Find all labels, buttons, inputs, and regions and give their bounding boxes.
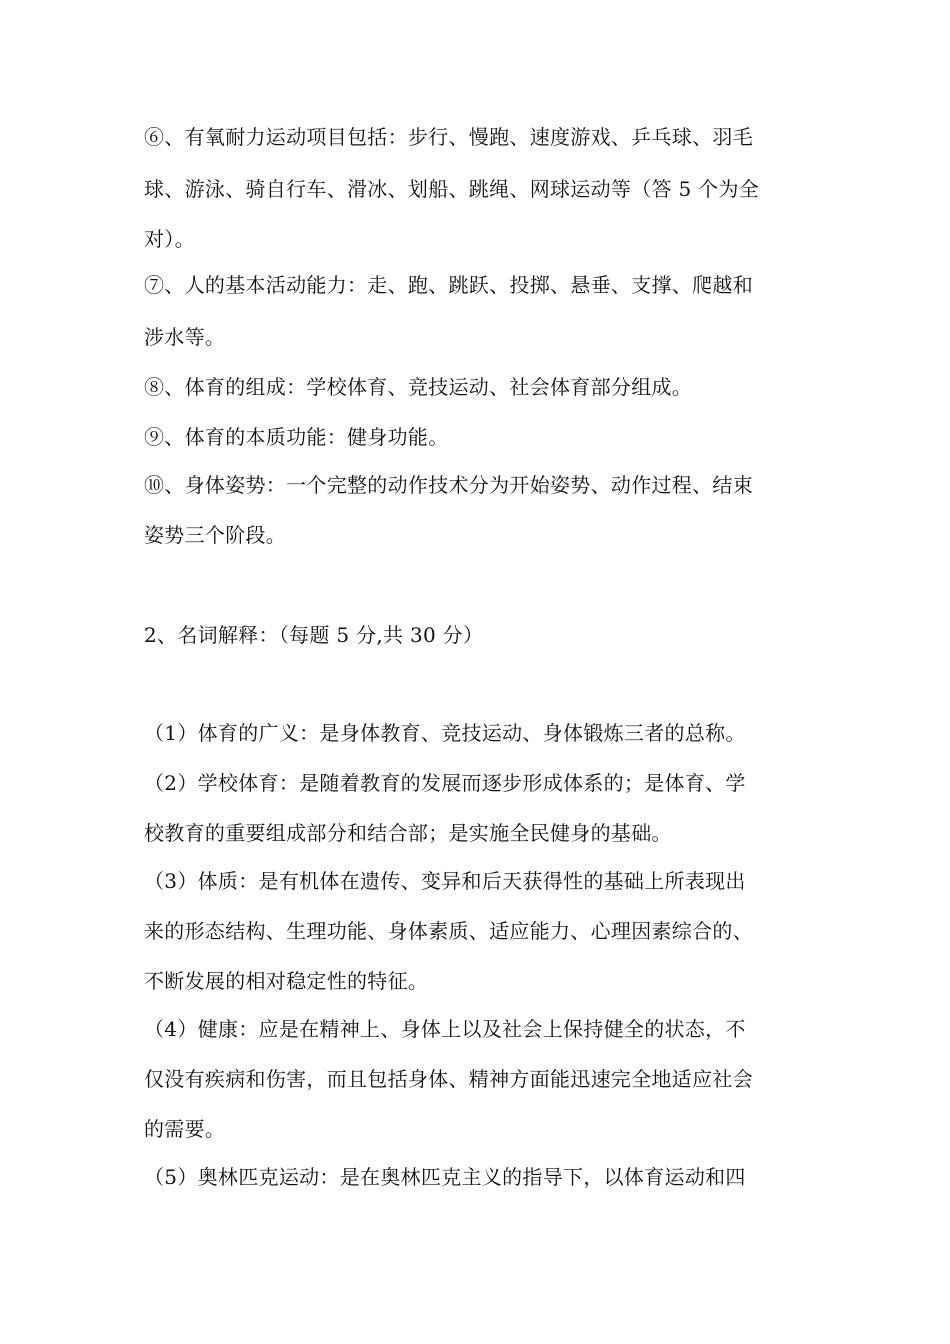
text-line: 不断发展的相对稳定性的特征。 (144, 969, 429, 993)
text-line: ⑦、人的基本活动能力：走、跑、跳跃、投掷、悬垂、支撑、爬越和 (144, 273, 753, 297)
text-line: （4）健康：应是在精神上、身体上以及社会上保持健全的状态，不 (144, 1017, 746, 1041)
text-line: 来的形态结构、生理功能、身体素质、适应能力、心理因素综合的、 (144, 919, 753, 943)
text-line: 校教育的重要组成部分和结合部；是实施全民健身的基础。 (144, 821, 672, 845)
text-line: ⑨、体育的本质功能：健身功能。 (144, 425, 449, 449)
text-line: 涉水等。 (144, 325, 226, 349)
text-line: ⑥、有氧耐力运动项目包括：步行、慢跑、速度游戏、乒乓球、羽毛 (144, 125, 753, 149)
text-line: （1）体育的广义：是身体教育、竞技运动、身体锻炼三者的总称。 (144, 721, 746, 745)
text-line: ⑧、体育的组成：学校体育、竞技运动、社会体育部分组成。 (144, 375, 693, 399)
text-line: 对）。 (144, 227, 195, 251)
text-line: （5）奥林匹克运动：是在奥林匹克主义的指导下，以体育运动和四 (144, 1165, 746, 1189)
section-heading: 2、名词解释：（每题 5 分,共 30 分） (144, 623, 484, 647)
text-line: 的需要。 (144, 1117, 226, 1141)
text-line: 仅没有疾病和伤害，而且包括身体、精神方面能迅速完全地适应社会 (144, 1067, 753, 1091)
text-line: （3）体质：是有机体在遗传、变异和后天获得性的基础上所表现出 (144, 869, 746, 893)
text-line: （2）学校体育：是随着教育的发展而逐步形成体系的；是体育、学 (144, 771, 746, 795)
text-line: ⑩、身体姿势：一个完整的动作技术分为开始姿势、动作过程、结束 (144, 473, 753, 497)
text-line: 姿势三个阶段。 (144, 523, 287, 547)
text-line: 球、游泳、骑自行车、滑冰、划船、跳绳、网球运动等（答 5 个为全 (144, 177, 760, 201)
